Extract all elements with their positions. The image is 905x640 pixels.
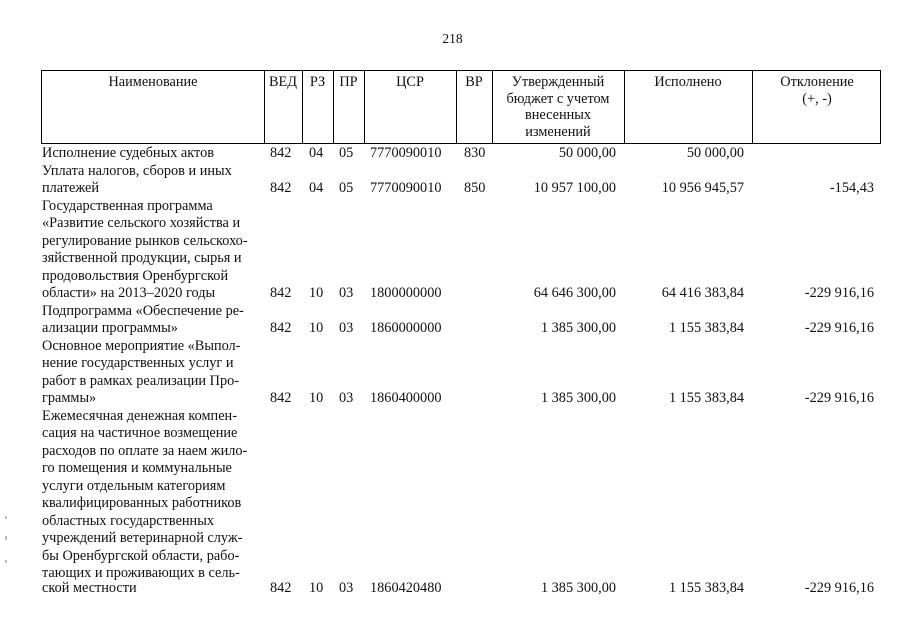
cell-csr: 7770090010 (370, 145, 442, 161)
row-name-line: платежей (42, 180, 100, 196)
cell-executed: 50 000,00 (686, 145, 744, 161)
cell-pr: 05 (339, 145, 354, 161)
cell-deviation: -229 916,16 (804, 285, 874, 301)
cell-executed: 1 155 383,84 (668, 580, 744, 596)
cell-rz: 10 (309, 285, 324, 301)
table-header (41, 70, 881, 144)
row-name-line: областных государственных (42, 512, 214, 529)
row-name-line: Ежемесячная денежная компен- (42, 407, 237, 424)
row-name-line: продовольствия Оренбургской (42, 267, 229, 284)
row-name-line: работ в рамках реализации Про- (42, 372, 240, 389)
header-vr: ВР (465, 74, 483, 90)
cell-csr: 1860400000 (370, 390, 442, 406)
row-name-line: «Развитие сельского хозяйства и (42, 215, 241, 231)
cell-executed: 1 155 383,84 (668, 320, 744, 336)
cell-pr: 03 (339, 580, 354, 596)
cell-ved: 842 (270, 320, 292, 336)
header-rz: РЗ (309, 74, 326, 90)
scan-artifact (5, 516, 7, 519)
cell-rz: 10 (309, 390, 324, 406)
row-name-line: Основное мероприятие «Выпол- (42, 337, 241, 354)
cell-rz: 04 (309, 180, 324, 196)
row-name-line: области» на 2013–2020 годы (42, 285, 216, 301)
cell-pr: 05 (339, 180, 354, 196)
row-name-line: ализации программы» (42, 320, 178, 336)
row-name-line: нение государственных услуг и (42, 355, 234, 371)
header-approved: Утвержденный бюджет с учетом внесенных изменений (506, 74, 610, 140)
cell-approved: 1 385 300,00 (540, 390, 616, 406)
cell-vr: 850 (464, 180, 486, 196)
header-pr: ПР (339, 74, 358, 90)
cell-ved: 842 (270, 390, 292, 406)
cell-approved: 50 000,00 (558, 145, 616, 161)
cell-pr: 03 (339, 320, 354, 336)
cell-deviation: -154,43 (829, 180, 874, 196)
cell-deviation: -229 916,16 (804, 390, 874, 406)
cell-approved: 64 646 300,00 (533, 285, 616, 301)
row-name-line: Уплата налогов, сборов и иных (42, 162, 232, 179)
header-name: Наименование (108, 74, 198, 90)
cell-rz: 04 (309, 145, 324, 161)
cell-csr: 1860420480 (370, 580, 442, 596)
row-name-line: тающих и проживающих в сель- (42, 565, 240, 581)
cell-executed: 64 416 383,84 (661, 285, 744, 301)
row-name-line: Исполнение судебных актов (42, 145, 214, 161)
scan-artifact (5, 560, 7, 563)
cell-vr: 830 (464, 145, 486, 161)
cell-rz: 10 (309, 580, 324, 596)
header-deviation: Отклонение (+, -) (780, 74, 854, 107)
row-name-line: квалифицированных работников (42, 495, 242, 511)
cell-approved: 10 957 100,00 (533, 180, 616, 196)
cell-deviation: -229 916,16 (804, 580, 874, 596)
cell-pr: 03 (339, 285, 354, 301)
scan-artifact (5, 536, 7, 540)
cell-rz: 10 (309, 320, 324, 336)
cell-ved: 842 (270, 145, 292, 161)
row-name-line: граммы» (42, 390, 97, 406)
cell-csr: 1800000000 (370, 285, 442, 301)
row-name-line: Государственная программа (42, 197, 213, 214)
cell-ved: 842 (270, 580, 292, 596)
row-name-line: услуги отдельным категориям (42, 477, 226, 494)
header-executed: Исполнено (654, 74, 722, 90)
row-name-line: зяйственной продукции, сырья и (42, 250, 242, 266)
cell-executed: 1 155 383,84 (668, 390, 744, 406)
cell-pr: 03 (339, 390, 354, 406)
cell-ved: 842 (270, 285, 292, 301)
header-csr: ЦСР (396, 74, 424, 90)
row-name-line: бы Оренбургской области, рабо- (42, 547, 240, 564)
cell-csr: 1860000000 (370, 320, 442, 336)
cell-approved: 1 385 300,00 (540, 580, 616, 596)
row-name-line: Подпрограмма «Обеспечение ре- (42, 302, 244, 319)
cell-deviation: -229 916,16 (804, 320, 874, 336)
row-name-line: расходов по оплате за наем жило- (42, 442, 248, 459)
row-name-line: ской местности (42, 580, 137, 596)
row-name-line: сация на частичное возмещение (42, 425, 238, 441)
cell-csr: 7770090010 (370, 180, 442, 196)
row-name-line: регулирование рынков сельскохо- (42, 232, 248, 249)
header-ved: ВЕД (268, 74, 298, 90)
cell-ved: 842 (270, 180, 292, 196)
cell-executed: 10 956 945,57 (661, 180, 744, 196)
page-number: 218 (442, 31, 463, 46)
row-name-line: го помещения и коммунальные (42, 460, 232, 476)
cell-approved: 1 385 300,00 (540, 320, 616, 336)
row-name-line: учреждений ветеринарной служ- (42, 530, 243, 546)
